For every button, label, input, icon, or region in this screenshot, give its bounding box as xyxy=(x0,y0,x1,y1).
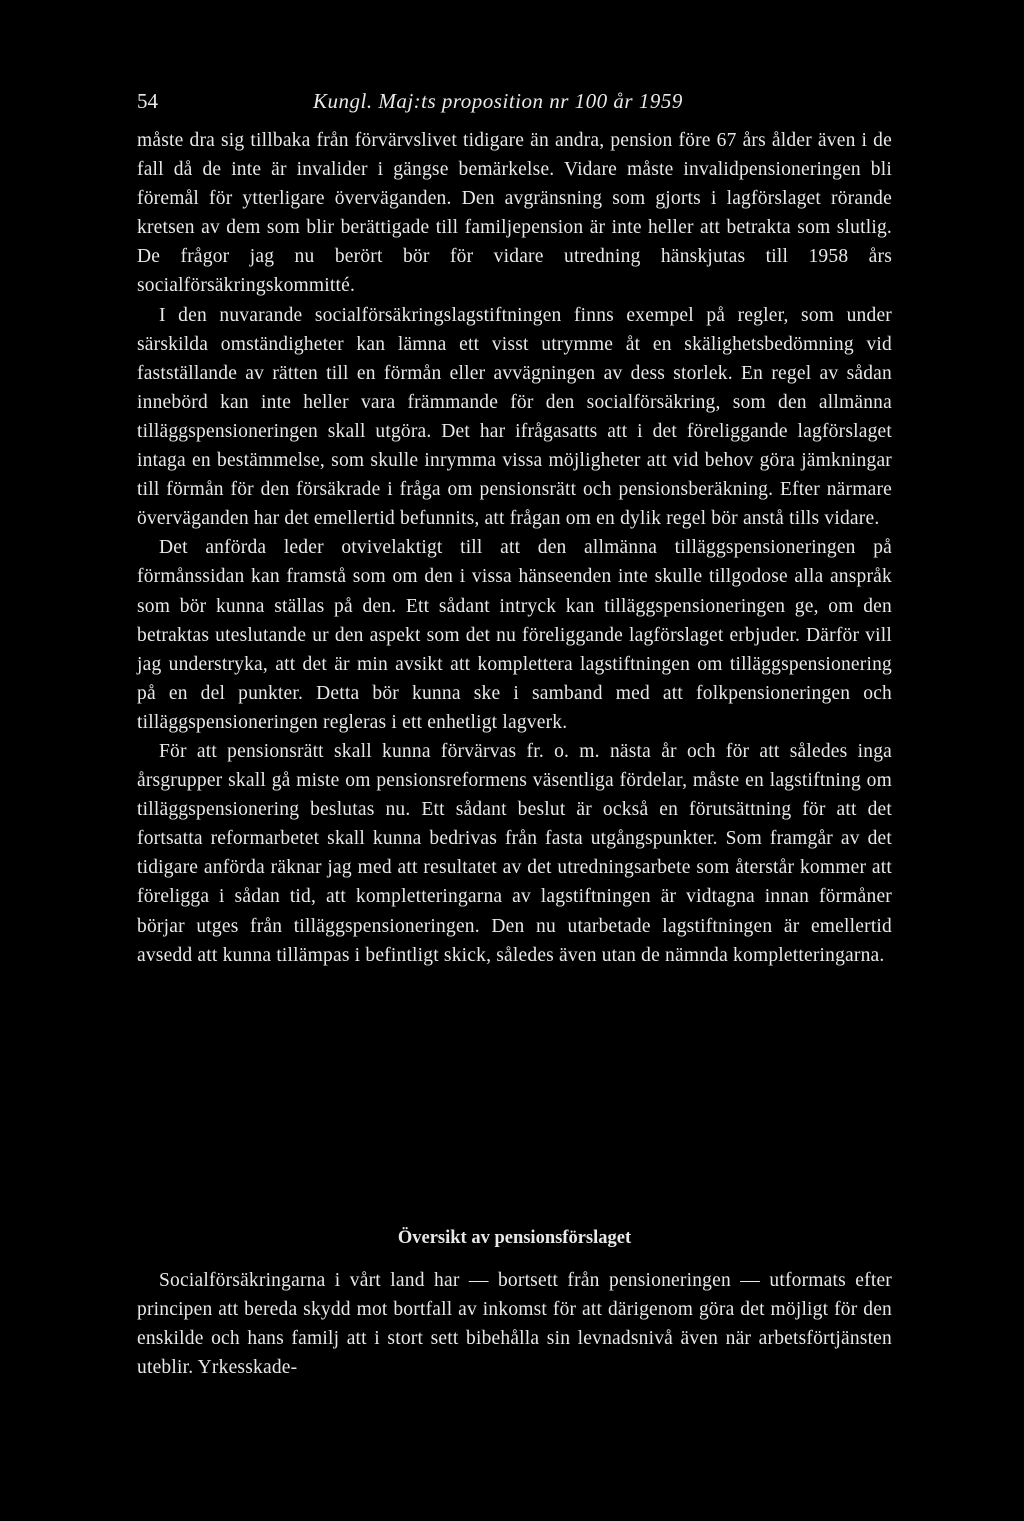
paragraph-3: Det anförda leder otvivelaktigt till att den allmänna tilläggspensioneringen på förmånssidan kan framstå som om den i vissa hänseenden inte skulle tillgodose alla anspråk som bör kunna ställas på den. Ett sådant intryck kan tilläggspensioneringen ge, om den betraktas uteslutande ur den aspekt som det nu föreliggande lagförslaget erbjuder. Därför vill jag understryka, att det är min avsikt att komplettera lagstiftningen om tilläggspensionering på en del punkter. Detta bör kunna ske i samband med att folkpensioneringen och tilläggspensioneringen regleras i ett enhetligt lagverk. xyxy=(137,537,892,733)
running-title: Kungl. Maj:ts proposition nr 100 år 1959 xyxy=(313,89,683,113)
body-text xyxy=(137,126,892,970)
paragraph-1: måste dra sig tillbaka från förvärvslivet tidigare än andra, pension före 67 års ålder även i de fall då de inte är invalider i gängse bemärkelse. Vidare måste invalidpensioneringen bli föremål för ytterligare överväganden. Den avgränsning som gjorts i lagförslaget rörande kretsen av dem som blir berättigade till familjepension är inte heller att betrakta som slutlig. De frågor jag nu berört bör för vidare utredning hänskjutas till 1958 års socialförsäkringskommitté. xyxy=(137,130,892,297)
section-heading: Översikt av pensionsförslaget xyxy=(397,1228,632,1248)
section-body xyxy=(137,1266,892,1382)
paragraph-4: För att pensionsrätt skall kunna förvärvas fr. o. m. nästa år och för att således inga årsgrupper skall gå miste om pensionsreformens väsentliga fördelar, måste en lagstiftning om tilläggspensionering beslutas nu. Ett sådant beslut är också en förutsättning för att det fortsatta reformarbetet skall kunna bedrivas från fasta utgångspunkter. Som framgår av det tidigare anförda räknar jag med att resultatet av det utredningsarbete som återstår kommer att föreligga i sådan tid, att kompletteringarna av lagstiftningen är vidtagna innan förmåner börjar utges från tilläggspensioneringen. Den nu utarbetade lagstiftningen är emellertid avsedd att kunna tillämpas i befintligt skick, således även utan de nämnda kompletteringarna. xyxy=(137,740,892,966)
page-number: 54 xyxy=(137,89,158,113)
paragraph-2: I den nuvarande socialförsäkringslagstiftningen finns exempel på regler, som under särskilda omständigheter kan lämna ett visst utrymme åt en skälighetsbedömning vid fastställande av rätten till en förmån eller avvägningen av dess storlek. En regel av sådan innebörd kan inte heller vara främmande för den socialförsäkring, som den allmänna tilläggspensioneringen skall utgöra. Det har ifrågasatts att i det föreliggande lagförslaget intaga en bestämmelse, som skulle inrymma vissa möjligheter att vid behov göra jämkningar till förmån för den försäkrade i fråga om pensionsrätt och pensionsberäkning. Efter närmare överväganden har det emellertid befunnits, att frågan om en dylik regel bör anstå tills vidare. xyxy=(137,304,892,530)
page-header xyxy=(137,84,892,118)
section-paragraph: Socialförsäkringarna i vårt land har — bortsett från pensioneringen — utformats efter principen att bereda skydd mot bortfall av inkomst för att därigenom göra det möjligt för den enskilde och hans familj att i stort sett bibehålla sin levnadsnivå även när arbetsförtjänsten uteblir. Yrkesskade- xyxy=(137,1270,892,1379)
